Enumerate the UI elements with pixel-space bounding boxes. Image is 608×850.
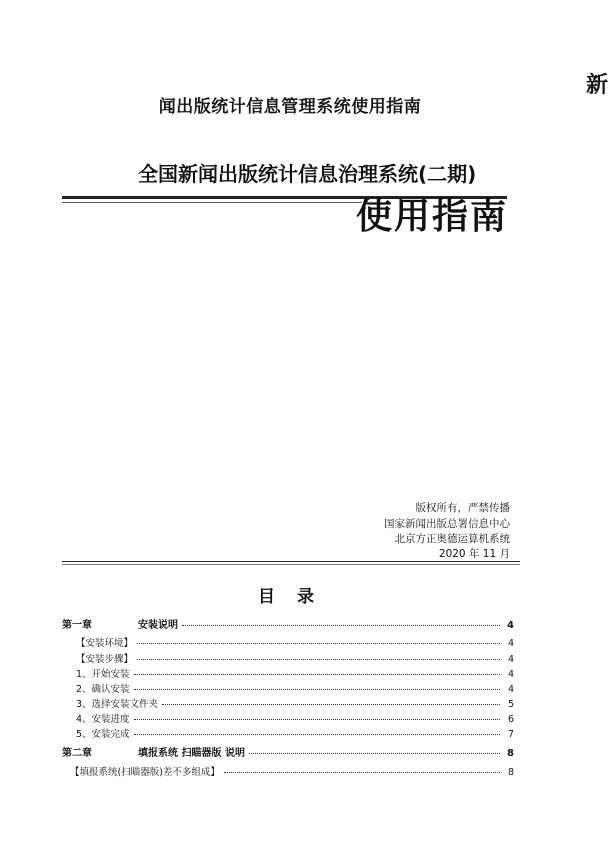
toc-leader: [224, 772, 500, 773]
toc-page-number: 8: [507, 748, 514, 759]
toc-entry-label: 填报系统 扫瞄器版 说明: [138, 748, 245, 759]
toc-entry[interactable]: [62, 726, 514, 740]
toc-entry[interactable]: [62, 696, 514, 710]
toc-page-number: 8: [507, 767, 514, 778]
toc-page-number: 4: [507, 684, 514, 695]
toc-page-number: 7: [507, 729, 514, 740]
bottom-rule-2: [62, 564, 520, 565]
toc-page-number: 5: [507, 699, 514, 710]
bottom-rule: [62, 561, 520, 562]
toc-leader: [134, 719, 500, 720]
toc-chapter-number: 第二章: [62, 748, 92, 759]
toc-entry[interactable]: [62, 711, 514, 725]
toc-chapter-number: 第一章: [62, 620, 92, 631]
toc-leader: [134, 689, 500, 690]
toc-leader: [137, 643, 500, 644]
system-title: 全国新闻出版统计信息治理系统(二期): [138, 162, 477, 186]
corner-glyph: 新: [586, 73, 608, 98]
toc-entry-label: 4、安装进度: [76, 714, 130, 725]
toc-leader: [162, 704, 500, 705]
toc-entry[interactable]: [62, 651, 514, 665]
toc-entry-label: 【填报系统(扫瞄器版)差不多组成】: [70, 767, 220, 778]
toc-entry[interactable]: [62, 666, 514, 680]
credit-company: 北京方正奥德运算机系统: [394, 533, 510, 545]
toc-entry-chapter-2[interactable]: [62, 744, 514, 759]
toc-entry-label: 【安装步骤】: [76, 654, 134, 665]
credit-copyright: 版权所有，严禁传播: [415, 502, 510, 514]
toc-leader: [134, 734, 500, 735]
toc-leader: [137, 659, 500, 660]
toc-page-number: 6: [507, 714, 514, 725]
toc-page-number: 4: [507, 620, 514, 631]
toc-entry[interactable]: [62, 635, 514, 649]
title-rule-thin: [62, 202, 362, 203]
toc-entry-label: 3、选择安装文件夹: [76, 699, 159, 710]
toc-leader: [134, 674, 500, 675]
main-title: 使用指南: [355, 196, 508, 237]
toc-entry-label: 1、开始安装: [76, 669, 130, 680]
toc-entry[interactable]: [62, 681, 514, 695]
header-title: 闻出版统计信息管理系统使用指南: [158, 97, 422, 117]
toc-entry-label: 2、确认安装: [76, 684, 130, 695]
toc-entry-label: 【安装环境】: [76, 638, 134, 649]
toc-title: 目 录: [258, 587, 322, 607]
toc-leader: [182, 625, 500, 626]
toc-leader: [249, 753, 500, 754]
toc-entry-label: 5、安装完成: [76, 729, 130, 740]
toc-entry[interactable]: [62, 764, 514, 778]
toc-entry-label: 安装说明: [138, 620, 178, 631]
credit-date: 2020 年 11 月: [438, 548, 510, 560]
toc-page-number: 4: [507, 638, 514, 649]
credit-organization: 国家新闻出版总署信息中心: [384, 518, 510, 530]
toc-entry-chapter-1[interactable]: [62, 616, 514, 631]
toc-page-number: 4: [507, 669, 514, 680]
toc-page-number: 4: [507, 654, 514, 665]
